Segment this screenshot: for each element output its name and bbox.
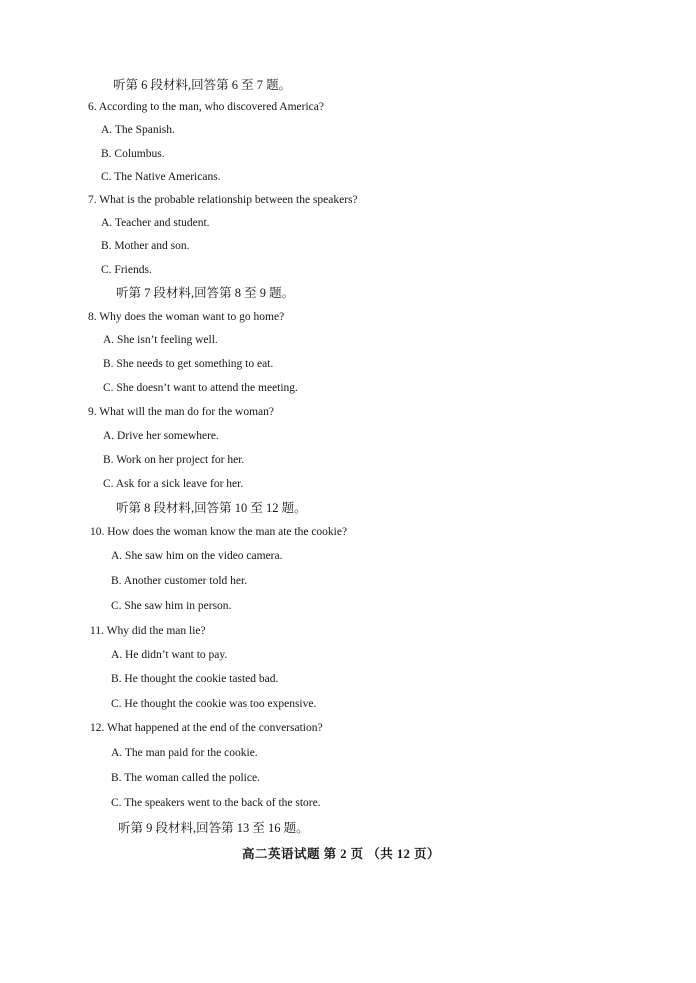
question-7-stem: 7. What is the probable relationship between the speakers? <box>88 194 358 206</box>
section-8-instruction: 听第 8 段材料,回答第 10 至 12 题。 <box>116 501 307 515</box>
question-12-option-c: C. The speakers went to the back of the store. <box>111 797 321 809</box>
question-11-option-c: C. He thought the cookie was too expensive. <box>111 698 317 710</box>
question-12-stem: 12. What happened at the end of the conversation? <box>90 722 323 734</box>
page-footer: 高二英语试题 第 2 页 （共 12 页） <box>242 847 441 861</box>
question-9-option-a: A. Drive her somewhere. <box>103 430 219 442</box>
section-6-instruction: 听第 6 段材料,回答第 6 至 7 题。 <box>113 78 292 92</box>
question-10-option-c: C. She saw him in person. <box>111 600 232 612</box>
question-11-option-a: A. He didn’t want to pay. <box>111 649 228 661</box>
question-6-option-b: B. Columbus. <box>101 148 165 160</box>
question-8-option-a: A. She isn’t feeling well. <box>103 334 218 346</box>
question-10-option-a: A. She saw him on the video camera. <box>111 550 283 562</box>
question-11-stem: 11. Why did the man lie? <box>90 625 206 637</box>
question-9-option-c: C. Ask for a sick leave for her. <box>103 478 244 490</box>
question-11-option-b: B. He thought the cookie tasted bad. <box>111 673 279 685</box>
question-9-option-b: B. Work on her project for her. <box>103 454 245 466</box>
question-10-stem: 10. How does the woman know the man ate the cookie? <box>90 526 348 538</box>
question-7-option-a: A. Teacher and student. <box>101 217 210 229</box>
question-7-option-c: C. Friends. <box>101 264 152 276</box>
question-9-stem: 9. What will the man do for the woman? <box>88 406 274 418</box>
question-8-option-c: C. She doesn’t want to attend the meeting. <box>103 382 298 394</box>
question-6-stem: 6. According to the man, who discovered America? <box>88 101 324 113</box>
section-9-instruction: 听第 9 段材料,回答第 13 至 16 题。 <box>118 821 309 835</box>
question-6-option-c: C. The Native Americans. <box>101 171 221 183</box>
question-7-option-b: B. Mother and son. <box>101 240 190 252</box>
question-10-option-b: B. Another customer told her. <box>111 575 248 587</box>
question-8-stem: 8. Why does the woman want to go home? <box>88 311 285 323</box>
question-12-option-a: A. The man paid for the cookie. <box>111 747 258 759</box>
question-6-option-a: A. The Spanish. <box>101 124 175 136</box>
section-7-instruction: 听第 7 段材料,回答第 8 至 9 题。 <box>116 286 295 300</box>
question-8-option-b: B. She needs to get something to eat. <box>103 358 274 370</box>
question-12-option-b: B. The woman called the police. <box>111 772 260 784</box>
